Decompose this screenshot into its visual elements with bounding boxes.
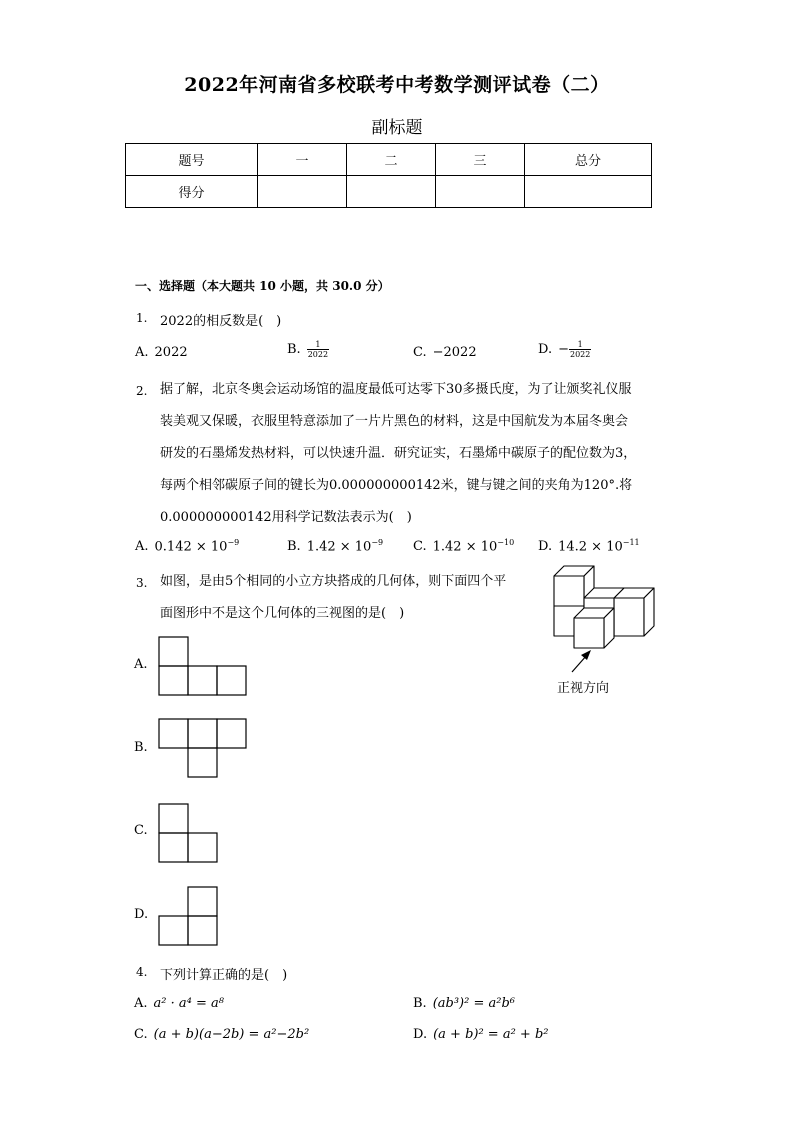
figure-caption: 正视方向 xyxy=(557,681,610,696)
option-exponent: −9 xyxy=(371,538,384,547)
question-text xyxy=(160,566,540,630)
option-d xyxy=(538,538,640,554)
option-value: (a + b)² = a² + b² xyxy=(433,1027,549,1042)
question-line: 0.000000000142用科学记数法表示为( ) xyxy=(160,510,412,525)
option-a-figure xyxy=(158,636,248,696)
option-a xyxy=(135,345,188,360)
table-cell: 一 xyxy=(258,144,347,176)
score-table-score-row xyxy=(126,176,652,208)
option-value: a² · a⁴ = a⁸ xyxy=(153,996,224,1011)
table-cell: 三 xyxy=(436,144,525,176)
fraction-denominator: 2022 xyxy=(570,350,591,359)
option-d xyxy=(413,1027,549,1042)
option-d xyxy=(538,340,591,359)
option-c xyxy=(413,538,514,554)
option-c-figure xyxy=(158,803,218,863)
question-line: 研发的石墨烯发热材料，可以快速升温．研究证实，石墨烯中碳原子的配位数为3， xyxy=(160,446,637,461)
option-c xyxy=(134,823,154,838)
fraction-numerator: 1 xyxy=(569,340,591,350)
table-cell xyxy=(436,176,525,208)
option-b xyxy=(287,538,383,554)
option-base: 1.42 × 10 xyxy=(432,539,498,555)
option-letter: C. xyxy=(413,539,427,555)
question-line: 每两个相邻碳原子间的键长为0.000000000142米，键与键之间的夹角为120°.将 xyxy=(160,478,633,493)
option-letter: A. xyxy=(134,657,148,672)
exam-subtitle: 副标题 xyxy=(371,118,423,138)
question-number: 4. xyxy=(136,965,148,979)
exam-title: 2022年河南省多校联考中考数学测评试卷（二） xyxy=(184,74,610,96)
option-base: 14.2 × 10 xyxy=(558,539,623,555)
score-table xyxy=(125,143,652,208)
fraction xyxy=(307,340,329,359)
table-cell: 总分 xyxy=(525,144,652,176)
table-cell xyxy=(347,176,436,208)
question-number: 2. xyxy=(136,384,148,398)
question-line: 据了解，北京冬奥会运动场馆的温度最低可达零下30多摄氏度，为了让颁奖礼仪服 xyxy=(160,382,632,397)
cube-figure xyxy=(548,560,663,660)
section-heading: 一、选择题（本大题共 10 小题，共 30.0 分） xyxy=(135,279,390,293)
option-a xyxy=(134,657,154,672)
option-value: −2022 xyxy=(432,345,477,360)
option-d-figure xyxy=(158,886,218,946)
option-letter: A. xyxy=(135,539,149,555)
option-letter: D. xyxy=(538,539,553,555)
question-text xyxy=(160,374,680,534)
fraction-numerator: 1 xyxy=(307,340,329,350)
option-letter: C. xyxy=(134,823,148,838)
option-exponent: −11 xyxy=(622,538,640,547)
option-c xyxy=(413,345,477,360)
question-line: 装美观又保暖，衣服里特意添加了一片片黑色的材料，这是中国航发为本届冬奥会 xyxy=(160,414,629,429)
option-letter: C. xyxy=(413,345,427,360)
option-letter: D. xyxy=(538,342,553,357)
option-value: (a + b)(a−2b) = a²−2b² xyxy=(153,1027,310,1042)
option-b-figure xyxy=(158,718,248,778)
table-cell: 题号 xyxy=(126,144,258,176)
question-text: 下列计算正确的是( ) xyxy=(160,968,288,983)
option-b xyxy=(134,740,154,755)
option-letter: A. xyxy=(134,996,148,1011)
option-letter: B. xyxy=(287,539,301,555)
fraction-denominator: 2022 xyxy=(307,350,329,359)
option-letter: C. xyxy=(134,1027,148,1042)
option-b xyxy=(287,340,329,359)
option-b xyxy=(413,996,515,1011)
question-number: 1. xyxy=(136,311,148,325)
score-table-header-row xyxy=(126,144,652,176)
table-cell xyxy=(525,176,652,208)
minus-sign: − xyxy=(558,342,569,357)
option-base: 1.42 × 10 xyxy=(306,539,372,555)
option-a xyxy=(135,538,239,554)
option-letter: D. xyxy=(413,1027,428,1042)
option-letter: B. xyxy=(134,740,148,755)
question-text: 2022的相反数是( ) xyxy=(160,314,282,329)
option-d xyxy=(134,907,154,922)
table-cell: 得分 xyxy=(126,176,258,208)
option-exponent: −9 xyxy=(227,538,240,547)
option-letter: B. xyxy=(413,996,427,1011)
option-letter: D. xyxy=(134,907,149,922)
question-line: 面图形中不是这个几何体的三视图的是( ) xyxy=(160,606,405,621)
option-letter: B. xyxy=(287,342,301,357)
fraction xyxy=(569,340,591,359)
table-cell xyxy=(258,176,347,208)
option-base: 0.142 × 10 xyxy=(154,539,228,555)
table-cell: 二 xyxy=(347,144,436,176)
option-value: 2022 xyxy=(154,345,188,360)
question-number: 3. xyxy=(136,576,148,590)
option-exponent: −10 xyxy=(497,538,515,547)
option-c xyxy=(134,1027,309,1042)
option-a xyxy=(134,996,224,1011)
question-line: 如图，是由5个相同的小立方块搭成的几何体，则下面四个平 xyxy=(160,574,507,589)
option-letter: A. xyxy=(135,345,149,360)
option-value: (ab³)² = a²b⁶ xyxy=(432,996,515,1011)
